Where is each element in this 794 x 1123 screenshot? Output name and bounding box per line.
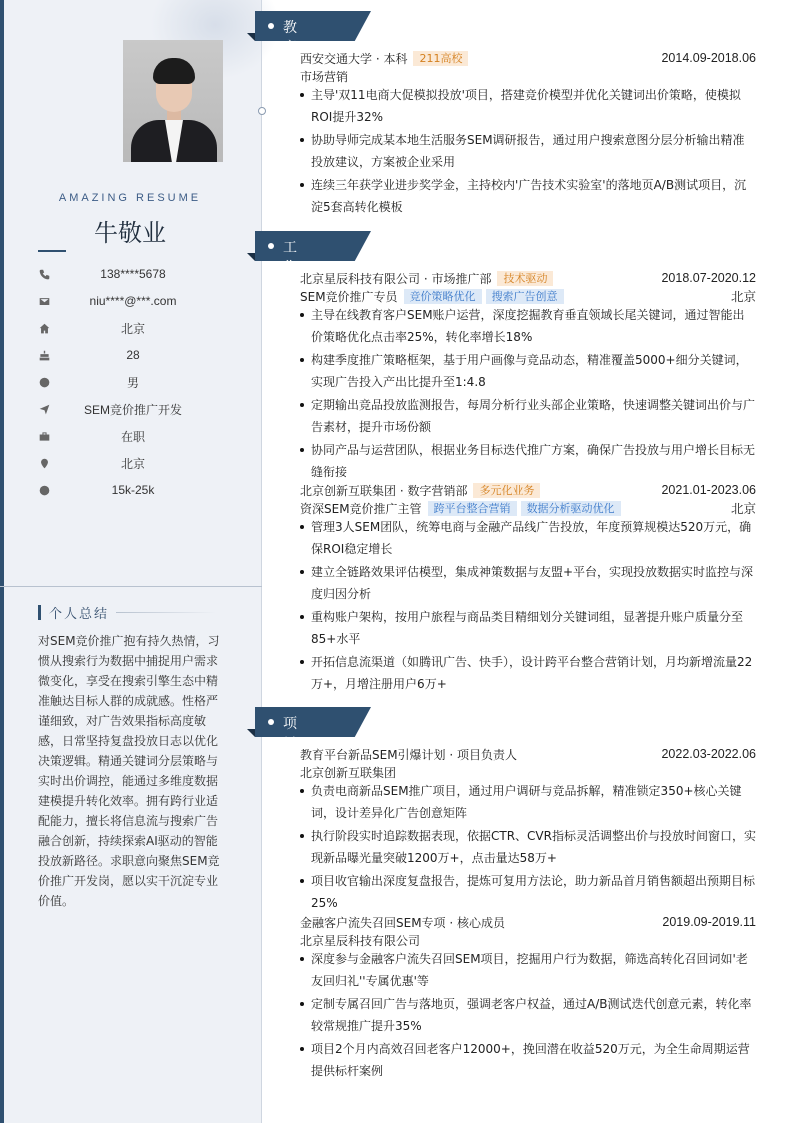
location-text: 北京 [120, 456, 145, 471]
education-date: 2014.09-2018.06 [661, 51, 756, 65]
list-item: 协助导师完成某本地生活服务SEM调研报告，通过用户搜索意图分层分析输出精准投放建议，方案被企业采用 [300, 129, 756, 173]
section-title: 教育经历 [283, 20, 298, 96]
sidebar-divider [0, 586, 262, 587]
company-name: 北京星辰科技有限公司 · 市场推广部 [300, 271, 492, 286]
education-major-row [300, 67, 756, 85]
list-item: 连续三年获学业进步奖学金，主持校内'广告技术实验室'的落地页A/B测试项目，沉淀5套高转化模板 [300, 174, 756, 218]
project-org-row [300, 931, 756, 949]
skill-tag: 竞价策略优化 [404, 289, 482, 304]
gender-icon [38, 376, 50, 388]
education-header [300, 49, 756, 67]
skill-tag: 搜索广告创意 [486, 289, 564, 304]
project-date: 2022.03-2022.06 [661, 747, 756, 761]
skill-tag: 跨平台整合营销 [428, 501, 517, 516]
list-item: 定制专属召回广告与落地页，强调老客户权益，通过A/B测试迭代创意元素，转化率较常规推广提升35% [300, 993, 756, 1037]
profile-photo [123, 40, 223, 162]
home-text: 北京 [120, 321, 145, 336]
section-title: 项目经历 [283, 716, 298, 792]
list-item: 开拓信息流渠道（如腾讯广告、快手），设计跨平台整合营销计划，月均新增流量22万+，月增注册用户6万+ [300, 651, 756, 695]
list-item: 构建季度推广策略框架，基于用户画像与竞品动态，精准覆盖5000+细分关键词，实现广告投入产出比提升至1:4.8 [300, 349, 756, 393]
company-name: 北京创新互联集团 · 数字营销部 [300, 483, 468, 498]
project-date: 2019.09-2019.11 [662, 915, 756, 929]
section-title: 工作经历 [283, 240, 298, 316]
project-bullets [300, 780, 756, 914]
summary-text: 对SEM竞价推广抱有持久热情，习惯从搜索行为数据中捕捉用户需求微变化，享受在搜索引擎生态中精准触达目标人群的成就感。性格严谨细致，对广告效果指标高度敏感，日常坚持复盘投放日志以优化决策逻辑。精通关键词分层策略与实时出价调控，能通过多维度数据建模提升转化效率。拥有跨行业适配能力，擅长将信息流与搜索广告融合创新，持续探索AI驱动的智能投放新路径。求职意向聚焦SEM竞价推广开发岗，愿以实干沉淀专业价值。 [38, 634, 220, 908]
list-item: 主导'双11电商大促模拟投放'项目，搭建竞价模型并优化关键词出价策略，使模拟ROI提升32% [300, 84, 756, 128]
status-text: 在职 [120, 429, 145, 444]
list-item: 管理3人SEM团队，统筹电商与金融产品线广告投放，年度预算规模达520万元，确保ROI稳定增长 [300, 516, 756, 560]
position-text: SEM竞价推广开发 [83, 402, 182, 417]
phone-text: 138****5678 [100, 267, 166, 281]
info-status [38, 427, 228, 445]
company-tag: 多元化业务 [473, 483, 540, 498]
age-text: 28 [126, 348, 140, 362]
work-date: 2021.01-2023.06 [661, 483, 756, 497]
phone-icon [38, 268, 50, 280]
send-icon [38, 403, 50, 415]
info-email [38, 292, 228, 310]
summary-heading [38, 604, 109, 620]
summary-title: 个人总结 [49, 606, 110, 622]
project-org: 北京星辰科技有限公司 [300, 933, 421, 948]
info-gender [38, 373, 228, 391]
salary-icon [38, 484, 50, 496]
list-item: 项目2个月内高效召回老客户12000+，挽回潜在收益520万元，为全生命周期运营提供标杆案例 [300, 1038, 756, 1082]
project-title: 教育平台新品SEM引爆计划 · 项目负责人 [300, 747, 517, 762]
list-item: 协同产品与运营团队，根据业务目标迭代推广方案，确保广告投放与用户增长目标无缝衔接 [300, 439, 756, 483]
info-phone [38, 265, 228, 283]
project-org: 北京创新互联集团 [300, 765, 397, 780]
education-bullets [300, 84, 756, 218]
list-item: 主导在线教育客户SEM账户运营，深度挖掘教育垂直领域长尾关键词，通过智能出价策略优化点击率25%，转化率增长18% [300, 304, 756, 348]
info-position [38, 400, 228, 418]
school-tag: 211高校 [413, 51, 468, 66]
list-item: 项目收官输出深度复盘报告，提炼可复用方法论，助力新品首月销售额超出预期目标25% [300, 870, 756, 914]
summary-heading-line [116, 612, 216, 613]
timeline-ring [258, 107, 266, 115]
work-bullets [300, 304, 756, 483]
job-role: 资深SEM竞价推广主管 [300, 501, 422, 516]
work-header [300, 269, 756, 287]
list-item: 负责电商新品SEM推广项目，通过用户调研与竞品拆解，精准锁定350+核心关键词，设计差异化广告创意矩阵 [300, 780, 756, 824]
skill-tag: 数据分析驱动优化 [521, 501, 621, 516]
work-bullets [300, 516, 756, 695]
education-major: 市场营销 [300, 69, 349, 84]
company-tag: 技术驱动 [497, 271, 553, 286]
list-item: 深度参与金融客户流失召回SEM项目，挖掘用户行为数据，筛选高转化召回词如'老友回归礼''专属优惠'等 [300, 948, 756, 992]
sidebar [0, 0, 262, 1123]
cake-icon [38, 349, 50, 361]
project-header [300, 913, 756, 931]
info-home [38, 319, 228, 337]
mail-icon [38, 295, 50, 307]
work-role-row [300, 499, 756, 517]
work-header [300, 481, 756, 499]
location-icon [38, 457, 50, 469]
briefcase-icon [38, 430, 50, 442]
project-org-row [300, 763, 756, 781]
candidate-name: 牛敬业 [94, 219, 166, 247]
work-city: 北京 [730, 502, 756, 516]
school-name: 西安交通大学 · 本科 [300, 51, 408, 66]
work-role-row [300, 287, 756, 305]
info-salary [38, 481, 228, 499]
work-city: 北京 [730, 290, 756, 304]
info-location [38, 454, 228, 472]
email-text: niu****@***.com [89, 294, 177, 308]
list-item: 执行阶段实时追踪数据表现，依据CTR、CVR指标灵活调整出价与投放时间窗口，实现新品曝光量突破1200万+，点击量达58万+ [300, 825, 756, 869]
project-title: 金融客户流失召回SEM专项 · 核心成员 [300, 915, 505, 930]
project-bullets [300, 948, 756, 1082]
name-underline [38, 250, 66, 252]
project-header [300, 745, 756, 763]
summary-heading-bar [38, 605, 41, 620]
gender-text: 男 [126, 375, 139, 390]
home-icon [38, 322, 50, 334]
work-date: 2018.07-2020.12 [661, 271, 756, 285]
amazing-resume-label: AMAZING RESUME [58, 192, 202, 204]
salary-text: 15k-25k [111, 483, 155, 497]
list-item: 建立全链路效果评估模型，集成神策数据与友盟+平台，实现投放数据实时监控与深度归因分析 [300, 561, 756, 605]
list-item: 重构账户架构，按用户旅程与商品类目精细划分关键词组，显著提升账户质量分至85+水平 [300, 606, 756, 650]
info-age [38, 346, 228, 364]
list-item: 定期输出竞品投放监测报告，每周分析行业头部企业策略，快速调整关键词出价与广告素材，提升市场份额 [300, 394, 756, 438]
job-role: SEM竞价推广专员 [300, 289, 398, 304]
sidebar-accent-bar [0, 0, 4, 1123]
